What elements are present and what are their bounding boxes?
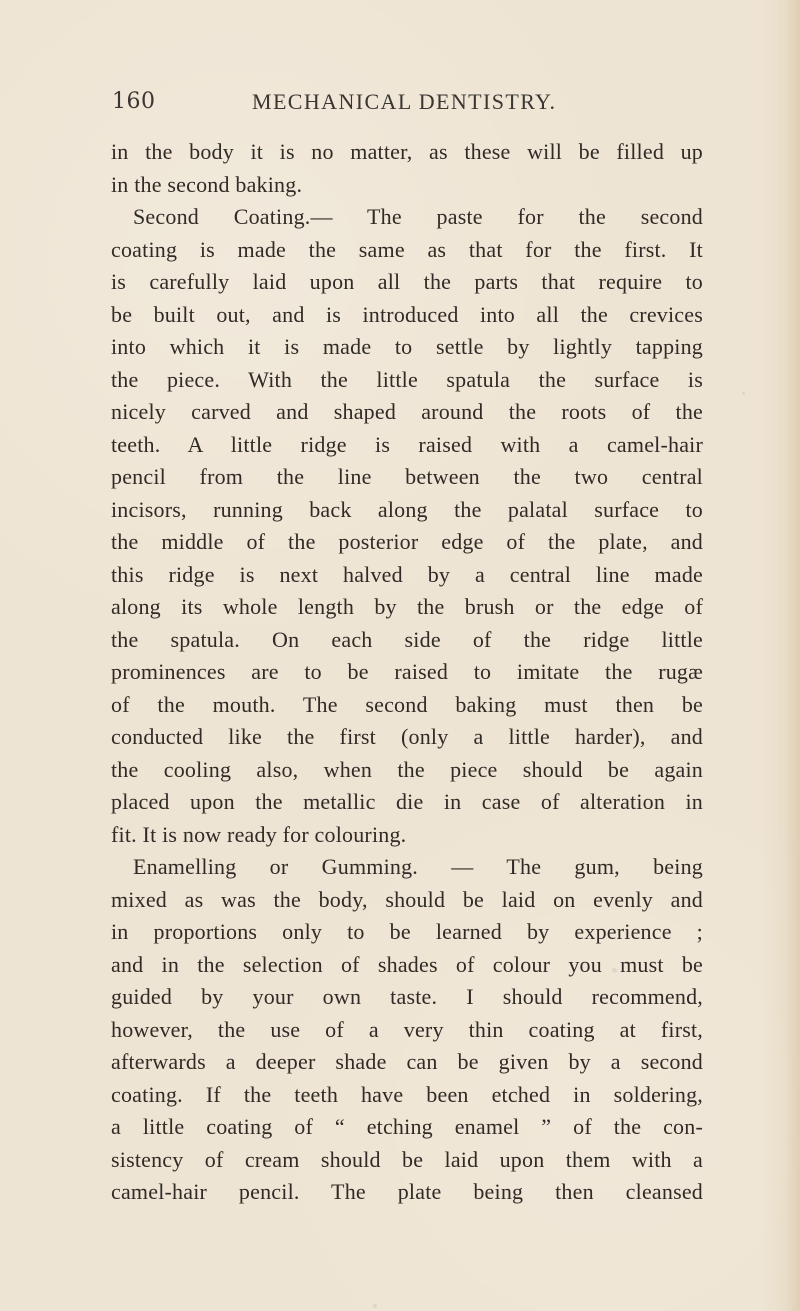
text-line: this ridge is next halved by a central line made <box>111 561 703 587</box>
text-line: prominences are to be raised to imitate the rugæ <box>111 659 703 684</box>
text-line: camel-hair pencil. The plate being then cleansed <box>111 1179 703 1204</box>
text-line: guided by your own taste. I should recommend, <box>111 984 703 1009</box>
body-text <box>111 136 703 1209</box>
text-line: the middle of the posterior edge of the plate, and <box>111 529 703 554</box>
text-line: the spatula. On each side of the ridge little <box>111 626 703 652</box>
text-line: coating. If the teeth have been etched in soldering, <box>111 1081 703 1107</box>
text-line: afterwards a deeper shade can be given by a second <box>111 1049 703 1074</box>
text-line: the cooling also, when the piece should be again <box>111 756 703 782</box>
text-line: in proportions only to be learned by experience ; <box>111 919 703 944</box>
text-line: placed upon the metallic die in case of alteration in <box>111 789 703 814</box>
paper-speck <box>742 392 745 395</box>
text-line: of the mouth. The second baking must then be <box>111 691 703 717</box>
text-line: be built out, and is introduced into all the crevices <box>111 301 703 327</box>
text-line: however, the use of a very thin coating at first, <box>111 1016 703 1042</box>
text-line: teeth. A little ridge is raised with a camel-hair <box>111 431 703 457</box>
text-line: in the body it is no matter, as these will be filled up <box>111 139 703 164</box>
paper-speck <box>612 968 617 973</box>
text-line: in the second baking. <box>111 171 303 197</box>
text-line: mixed as was the body, should be laid on evenly and <box>111 886 703 912</box>
text-line: into which it is made to settle by lightly tapping <box>111 334 703 359</box>
text-line: nicely carved and shaped around the roots of the <box>111 399 703 424</box>
text-line: fit. It is now ready for colouring. <box>111 821 407 847</box>
page-header <box>0 82 800 122</box>
text-line: along its whole length by the brush or the edge of <box>111 594 703 619</box>
text-line: coating is made the same as that for the first. It <box>111 236 703 262</box>
text-line: conducted like the first (only a little harder), and <box>111 724 703 749</box>
page-number: 160 <box>112 89 156 114</box>
section-heading-line: Second Coating.— The paste for the second <box>133 204 703 229</box>
text-line: and in the selection of shades of colour you must be <box>111 951 703 977</box>
text-line: the piece. With the little spatula the surface is <box>111 366 703 392</box>
running-head: MECHANICAL DENTISTRY. <box>252 89 557 114</box>
text-line: pencil from the line between the two central <box>111 464 703 489</box>
text-line: incisors, running back along the palatal surface to <box>111 496 703 522</box>
text-line: sistency of cream should be laid upon them with a <box>111 1146 703 1172</box>
text-line: is carefully laid upon all the parts that require to <box>111 269 703 294</box>
section-heading-line: Enamelling or Gumming. — The gum, being <box>133 854 703 879</box>
paper-speck <box>373 1304 377 1308</box>
text-line: a little coating of “ etching enamel ” of the con- <box>111 1114 703 1139</box>
